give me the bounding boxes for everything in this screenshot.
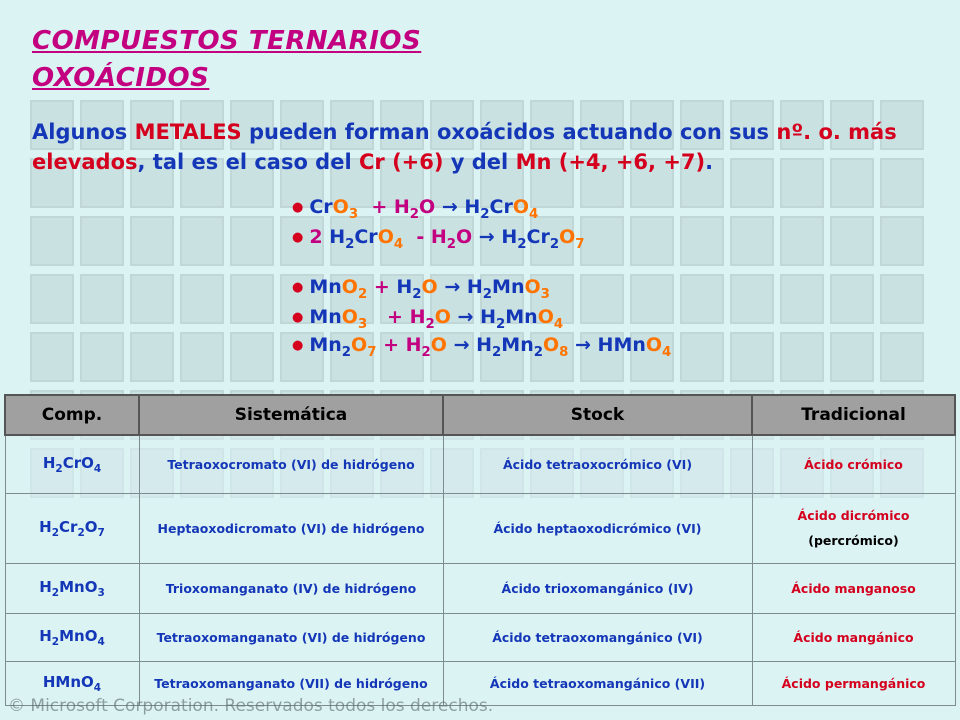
sistematica-cell: Tetraoxomanganato (VII) de hidrógeno [139,661,443,705]
table-row [5,613,955,661]
background-cell [730,332,774,382]
table-row [5,493,955,563]
stock-cell: Ácido tetraoxocrómico (VI) [443,435,752,493]
tradicional-cell: Ácido crómico [752,435,955,493]
background-cell [130,274,174,324]
background-cell [180,274,224,324]
sistematica-cell: Tetraoxocromato (VI) de hidrógeno [139,435,443,493]
background-cell [230,274,274,324]
table-row [5,435,955,493]
background-cell [80,274,124,324]
page-title-line1: COMPUESTOS TERNARIOS [32,26,422,56]
background-cell [730,216,774,266]
nomenclature-table [4,394,956,706]
tradicional-cell: Ácido mangánico [752,613,955,661]
background-cell [180,216,224,266]
stock-cell: Ácido trioxomangánico (IV) [443,563,752,613]
background-cell [30,274,74,324]
tradicional-cell: Ácido permangánico [752,661,955,705]
background-cell [680,274,724,324]
formula-h2mno4: $H_2MnO_4$ [5,613,139,661]
background-cell [180,332,224,382]
equation-3: ● $MnO_2 + H_2O \to H_2MnO_3$ [292,276,550,302]
stock-cell: Ácido tetraoxomangánico (VII) [443,661,752,705]
background-cell [880,274,924,324]
equation-1: ● $CrO_3 + H_2O \to H_2CrO_4$ [292,196,539,222]
background-cell [830,332,874,382]
background-cell [680,216,724,266]
background-cell [880,216,924,266]
intro-paragraph: Algunos METALES pueden forman oxoácidos actuando con sus nº. o. más elevados, tal es el caso del Cr (+6) y del Mn (+4, +6, +7). [32,120,897,174]
background-cell [830,274,874,324]
background-cell [830,216,874,266]
background-cell [680,332,724,382]
equation-4: ● $MnO_3 + H_2O \to H_2MnO_4$ [292,306,564,332]
header-tradicional: Tradicional [752,395,955,435]
page-title-line2: OXOÁCIDOS [32,63,210,93]
header-comp: Comp. [5,395,139,435]
background-cell [230,216,274,266]
equation-2: ● 2 $H_2CrO_4 - H_2O \to H_2Cr_2O_7$ [292,226,585,252]
background-cell [780,332,824,382]
background-cell [580,274,624,324]
background-cell [130,216,174,266]
table-row [5,563,955,613]
background-cell [630,274,674,324]
background-cell [80,216,124,266]
stock-cell: Ácido heptaoxodicrómico (VI) [443,493,752,563]
table-header-row [5,395,955,435]
background-cell [30,216,74,266]
header-sistematica: Sistemática [139,395,443,435]
sistematica-cell: Tetraoxomanganato (VI) de hidrógeno [139,613,443,661]
formula-hmno4: HMnO$_4$ [5,661,139,705]
equation-5: ● $Mn_2O_7 + H_2O \to H_2Mn_2O_8$ → HMnO$_4$ [292,334,672,360]
sistematica-cell: Heptaoxodicromato (VI) de hidrógeno [139,493,443,563]
background-cell [30,332,74,382]
background-cell [230,332,274,382]
background-cell [80,332,124,382]
header-stock: Stock [443,395,752,435]
sistematica-cell: Trioxomanganato (IV) de hidrógeno [139,563,443,613]
formula-h2mno3: $H_2MnO_3$ [5,563,139,613]
tradicional-cell: Ácido dicrómico (percrómico) [752,493,955,563]
background-cell [580,216,624,266]
background-cell [730,274,774,324]
background-cell [780,274,824,324]
formula-h2cr2o7: $H_2Cr_2O_7$ [5,493,139,563]
background-cell [130,332,174,382]
tradicional-cell: Ácido manganoso [752,563,955,613]
background-cell [780,216,824,266]
background-cell [630,216,674,266]
stock-cell: Ácido tetraoxomangánico (VI) [443,613,752,661]
background-cell [880,332,924,382]
formula-h2cro4: $H_2CrO_4$ [5,435,139,493]
copyright-text: © Microsoft Corporation. Reservados todos los derechos. [8,696,494,716]
